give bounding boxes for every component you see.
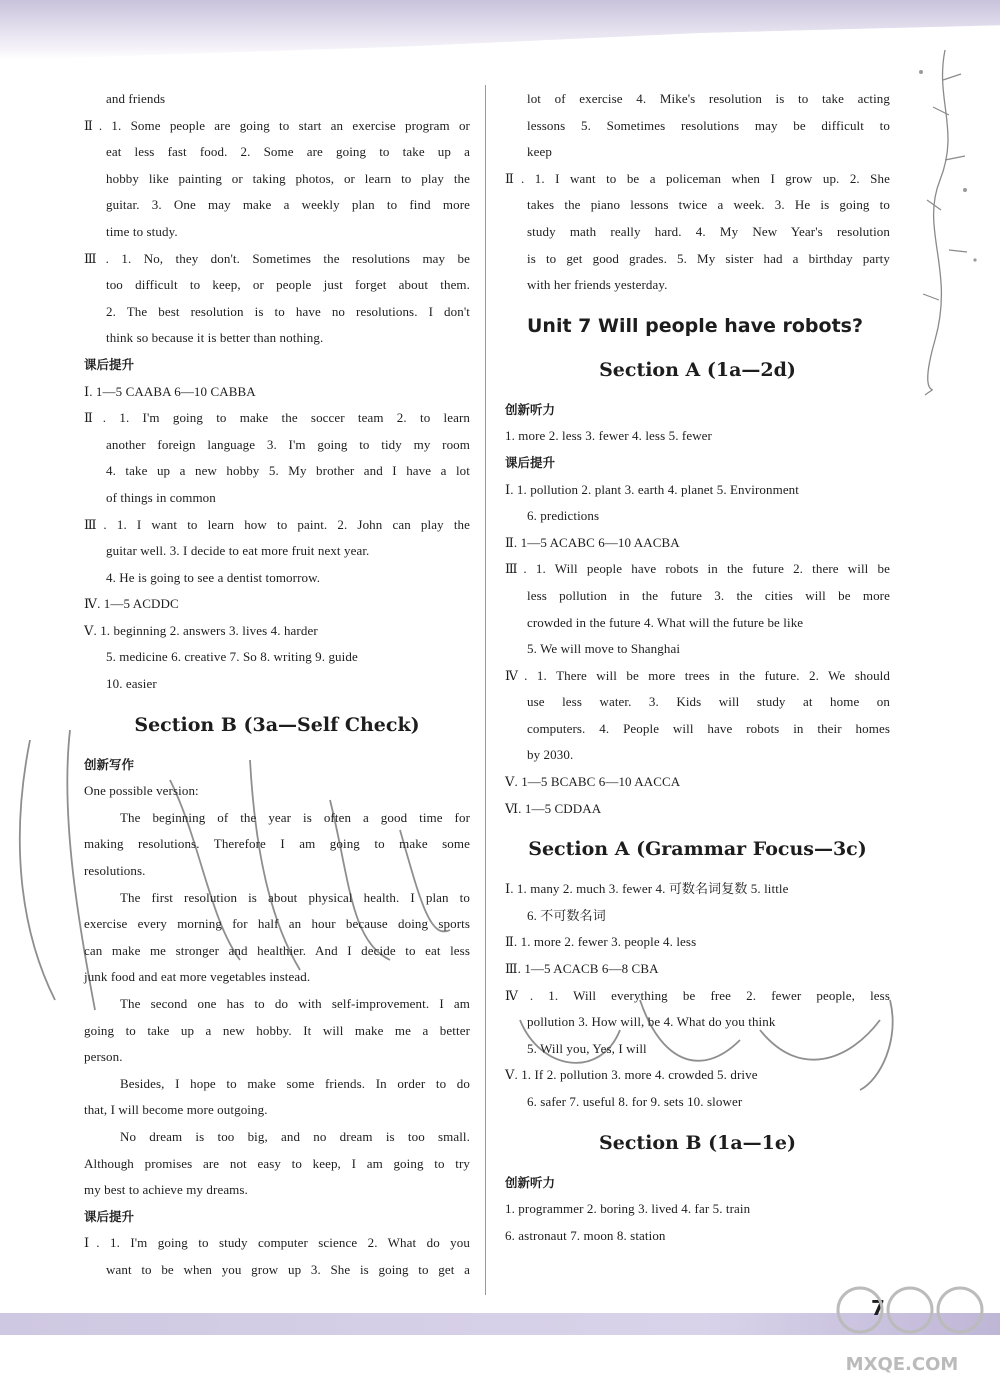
after-class-heading: 课后提升 [505, 454, 556, 470]
essay-line: that, I will become more outgoing. [84, 1102, 268, 1118]
text-line: by 2030. [527, 747, 574, 763]
text-line: study math really hard. 4. My New Year's resolution [527, 223, 890, 239]
essay-line: Although promises are not easy to keep, I am going to try [84, 1155, 470, 1171]
essay-line: Besides, I hope to make some friends. In order to do [120, 1075, 470, 1091]
text-line: Ⅰ. 1. pollution 2. plant 3. earth 4. planet 5. Environment [505, 481, 799, 497]
essay-line: The first resolution is about physical health. I plan to [120, 889, 470, 905]
text-line: less pollution in the future 3. the cities will be more [527, 587, 890, 603]
text-line: 4. take up a new hobby 5. My brother and I have a lot [106, 463, 470, 479]
section-b-heading: Section B (3a—Self Check) [134, 713, 420, 736]
text-line: and friends [106, 91, 166, 106]
essay-line: exercise every morning for half an hour because doing sports [84, 916, 470, 932]
text-line: 2. The best resolution is to have no resolutions. I don't [106, 303, 470, 319]
text-line: 1. more 2. less 3. fewer 4. less 5. fewer [505, 428, 712, 444]
text-line: computers. 4. People will have robots in their homes [527, 720, 890, 736]
essay-line: my best to achieve my dreams. [84, 1182, 248, 1198]
text-line: Ⅱ. 1. I want to be a policeman when I grow up. 2. She [505, 170, 890, 186]
essay-line: One possible version: [84, 783, 199, 799]
text-line: takes the piano lessons twice a week. 3. He is going to [527, 197, 890, 213]
text-line: want to be when you grow up 3. She is going to get a [106, 1261, 470, 1277]
text-line: 5. We will move to Shanghai [527, 641, 681, 657]
text-line: Ⅰ. 1. many 2. much 3. fewer 4. 可数名词复数 5. little [505, 881, 789, 897]
text-line: hobby like painting or taking photos, or learn to play the [106, 170, 470, 186]
text-line: crowded in the future 4. What will the future be like [527, 614, 804, 630]
text-line: 5. Will you, Yes, I will [527, 1040, 647, 1056]
text-line: time to study. [106, 223, 178, 239]
text-line: Ⅳ. 1. There will be more trees in the future. 2. We should [505, 667, 890, 683]
left-column [84, 86, 470, 1284]
essay-line: No dream is too big, and no dream is too small. [120, 1128, 470, 1144]
text-line: Ⅱ. 1. I'm going to make the soccer team 2. to learn [84, 410, 470, 426]
text-line: Ⅲ. 1. No, they don't. Sometimes the resolutions may be [84, 250, 470, 266]
text-line: Ⅴ. 1. If 2. pollution 3. more 4. crowded 5. drive [505, 1067, 758, 1083]
essay-line: person. [84, 1049, 123, 1065]
text-line: Ⅳ. 1—5 ACDDC [84, 596, 179, 612]
text-line: lessons 5. Sometimes resolutions may be difficult to [527, 117, 890, 133]
essay-line: The beginning of the year is often a good time for [120, 809, 470, 825]
unit-heading: Unit 7 Will people have robots? [527, 314, 863, 337]
text-line: think so because it is better than nothing. [106, 330, 324, 346]
section-b-heading: Section B (1a—1e) [599, 1131, 796, 1154]
essay-line: resolutions. [84, 863, 146, 879]
text-line: Ⅱ. 1. Some people are going to start an exercise program or [84, 117, 470, 133]
text-line: Ⅱ. 1. more 2. fewer 3. people 4. less [505, 934, 697, 950]
text-line: Ⅲ. 1. I want to learn how to paint. 2. John can play the [84, 516, 470, 532]
page-number: 7 [871, 1296, 885, 1320]
text-line: guitar well. 3. I decide to eat more fruit next year. [106, 543, 370, 559]
text-line: 6. 不可数名词 [527, 907, 606, 923]
watermark-text: MXQE.COM [845, 1354, 959, 1375]
text-line: use less water. 3. Kids will study at home on [527, 694, 890, 710]
text-line: lot of exercise 4. Mike's resolution is to take acting [527, 91, 890, 106]
creative-listening-heading: 创新听力 [505, 401, 556, 417]
watermark-logo-icon [812, 1282, 992, 1382]
text-line: 6. safer 7. useful 8. for 9. sets 10. slower [527, 1094, 743, 1109]
text-line: pollution 3. How will, be 4. What do you think [527, 1014, 776, 1030]
text-line: 6. astronaut 7. moon 8. station [505, 1227, 666, 1243]
right-column [505, 86, 890, 1249]
text-line: 6. predictions [527, 508, 600, 524]
text-line: Ⅵ. 1—5 CDDAA [505, 800, 602, 816]
text-line: guitar. 3. One may make a weekly plan to find more [106, 197, 470, 213]
text-line: Ⅲ. 1—5 ACACB 6—8 CBA [505, 961, 659, 977]
text-line: 4. He is going to see a dentist tomorrow. [106, 569, 321, 585]
text-line: eat less fast food. 2. Some are going to take up a [106, 144, 470, 160]
text-line: of things in common [106, 489, 216, 505]
creative-writing-heading: 创新写作 [84, 756, 135, 772]
header-decoration-band [0, 0, 1000, 60]
after-class-heading: 课后提升 [84, 1208, 135, 1224]
text-line: 10. easier [106, 676, 157, 692]
essay-line: junk food and eat more vegetables instead. [84, 969, 311, 985]
text-line: Ⅱ. 1—5 ACABC 6—10 AACBA [505, 534, 680, 550]
creative-listening-heading: 创新听力 [505, 1174, 556, 1190]
text-line: keep [527, 144, 552, 160]
text-line: Ⅴ. 1—5 BCABC 6—10 AACCA [505, 774, 681, 790]
text-line: Ⅳ. 1. Will everything be free 2. fewer people, less [505, 987, 890, 1003]
text-line: Ⅰ. 1—5 CAABA 6—10 CABBA [84, 383, 256, 399]
essay-line: going to take up a new hobby. It will make me a better [84, 1022, 470, 1038]
text-line: is to get good grades. 5. My sister had a birthday party [527, 250, 890, 266]
text-line: Ⅲ. 1. Will people have robots in the future 2. there will be [505, 561, 890, 577]
text-line: Ⅴ. 1. beginning 2. answers 3. lives 4. harder [84, 622, 318, 638]
vine-decoration-icon [905, 40, 995, 400]
text-line: another foreign language 3. I'm going to tidy my room [106, 436, 470, 452]
text-line: with her friends yesterday. [527, 277, 668, 293]
text-line: too difficult to keep, or people just forget about them. [106, 277, 470, 293]
text-line: 5. medicine 6. creative 7. So 8. writing 9. guide [106, 649, 358, 665]
essay-line: The second one has to do with self-improvement. I am [120, 996, 470, 1011]
text-line: Ⅰ. 1. I'm going to study computer science 2. What do you [84, 1235, 470, 1251]
after-class-heading: 课后提升 [84, 356, 135, 372]
text-line: 1. programmer 2. boring 3. lived 4. far 5. train [505, 1201, 751, 1217]
essay-line: can make me stronger and healthier. And I decide to eat less [84, 942, 470, 958]
section-a-grammar-heading: Section A (Grammar Focus—3c) [528, 838, 867, 861]
essay-line: making resolutions. Therefore I am going to make some [84, 836, 470, 852]
section-a-heading: Section A (1a—2d) [599, 358, 796, 381]
column-divider [485, 85, 486, 1295]
